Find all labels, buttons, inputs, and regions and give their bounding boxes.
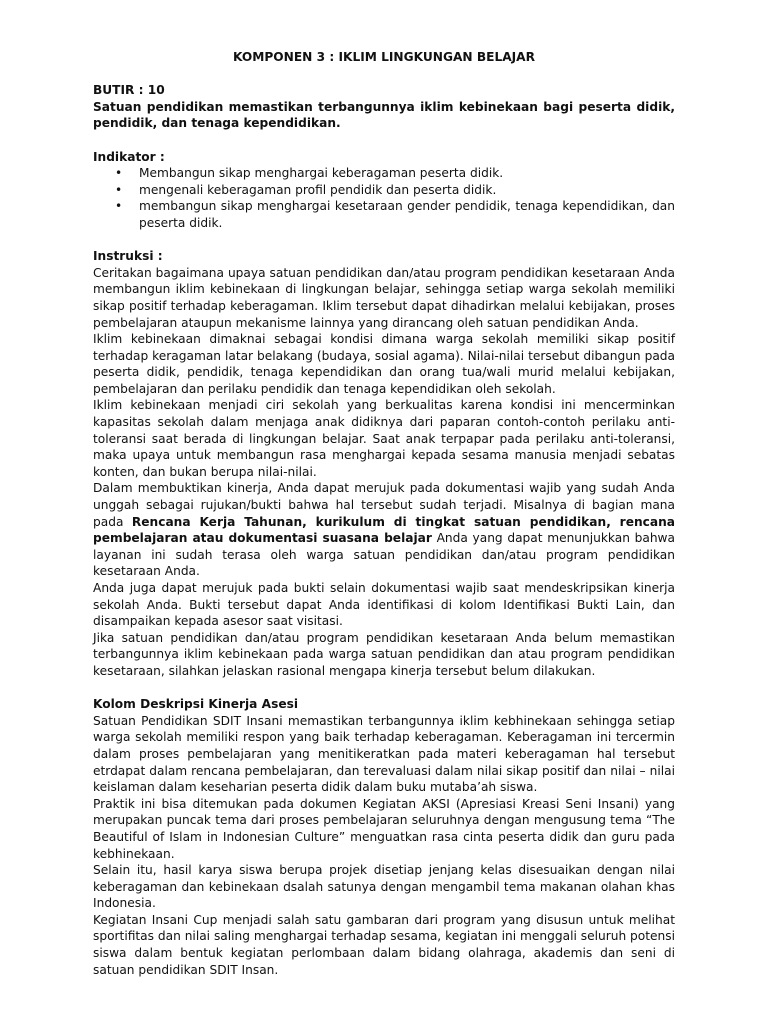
indikator-item: • mengenali keberagaman profil pendidik dan peserta didik. <box>139 182 675 199</box>
evidence-text: Anda yang dapat menunjukkan bahwa layanan ini sudah terasa oleh warga satuan pendidikan dan/atau program pendidikan kesetaraan Anda. <box>93 531 675 579</box>
instruksi-paragraph: Ceritakan bagaimana upaya satuan pendidikan dan/atau program pendidikan kesetaraan Anda membangun iklim kebinekaan di lingkungan belajar, sehingga setiap warga sekolah memiliki sikap positif terhadap keberagaman. Iklim tersebut dapat dihadirkan melalui kebijakan, proses pembelajaran ataupun mekanisme lainnya yang dirancang oleh satuan pendidikan Anda. <box>93 265 675 330</box>
evidence-paragraph <box>93 480 675 580</box>
instruksi-paragraph: Anda juga dapat merujuk pada bukti selain dokumentasi wajib saat mendeskripsikan kinerja sekolah Anda. Bukti tersebut dapat Anda identifikasi di kolom Identifikasi Bukti Lain, dan disampaikan kepada asesor saat visitasi. <box>93 581 675 629</box>
butir-statement: Satuan pendidikan memastikan terbangunnya iklim kebinekaan bagi peserta didik, pendidik, dan tenaga kependidikan. <box>93 99 675 131</box>
butir-label: BUTIR : 10 <box>93 83 165 98</box>
instruksi-label: Instruksi : <box>93 249 163 264</box>
instruksi-paragraph: Iklim kebinekaan menjadi ciri sekolah yang berkualitas karena kondisi ini mencerminkan kapasitas sekolah dalam menjaga anak didiknya dari paparan contoh-contoh perilaku anti-toleransi saat berada di lingkungan belajar. Saat anak terpapar pada perilaku anti-toleransi, maka upaya untuk membangun rasa menghargai kepada sesama manusia menjadi sebatas konten, dan bukan berupa nilai-nilai. <box>93 398 675 479</box>
instruksi-paragraph: Jika satuan pendidikan dan/atau program pendidikan kesetaraan Anda belum memastikan terbangunnya iklim kebinekaan pada warga satuan pendidikan dan atau program pendidikan kesetaraan, silahkan jelaskan rasional mengapa kinerja tersebut belum dilakukan. <box>93 630 675 678</box>
spacer <box>93 232 675 249</box>
kolom-paragraph: Praktik ini bisa ditemukan pada dokumen Kegiatan AKSI (Apresiasi Kreasi Seni Insani) yang merupakan puncak tema dari proses pembelajaran seluruhnya dengan mengusung tema “The Beautiful of Islam in Indonesian Culture” menguatkan rasa cinta peserta didik dan guru pada kebhinekaan. <box>93 796 675 861</box>
kolom-label: Kolom Deskripsi Kinerja Asesi <box>93 697 299 712</box>
kolom-paragraph: Selain itu, hasil karya siswa berupa projek disetiap jenjang kelas disesuaikan dengan nilai keberagaman dan kebinekaan dsalah satunya dengan mengambil tema makanan olahan khas Indonesia. <box>93 863 675 911</box>
instruksi-paragraph: Iklim kebinekaan dimaknai sebagai kondisi dimana warga sekolah memiliki sikap positif terhadap keragaman latar belakang (budaya, sosial agama). Nilai-nilai tersebut dibangun pada peserta didik, pendidik, tenaga kependidikan dan orang tua/wali murid melalui kebijakan, pembelajaran dan perilaku pendidik dan tenaga kependidikan oleh sekolah. <box>93 332 675 396</box>
evidence-documents: Rencana Kerja Tahunan, kurikulum di tingkat satuan pendidikan, rencana pembelajaran atau dokumentasi suasana belajar <box>93 514 675 546</box>
spacer <box>93 680 675 697</box>
indikator-item: • membangun sikap menghargai kesetaraan gender pendidik, tenaga kependidikan, dan peserta didik. <box>139 198 675 231</box>
indikator-label: Indikator : <box>93 149 165 164</box>
evidence-text: Dalam membuktikan kinerja, Anda dapat merujuk pada dokumentasi wajib yang sudah Anda unggah sebagai rujukan/bukti bahwa hal tersebut sudah terjadi. Misalnya di bagian mana pada <box>93 481 675 529</box>
spacer <box>93 132 675 149</box>
kolom-paragraph: Satuan Pendidikan SDIT Insani memastikan terbangunnya iklim kebhinekaan sehingga setiap warga sekolah memiliki respon yang baik terhadap keberagaman. Keberagaman ini tercermin dalam proses pembelajaran yang menitikeratkan pada materi keberagaman hal tersebut etrdapat dalam rencana pembelajaran, dan terevaluasi dalam nilai sikap positif dan nilai – nilai keislaman dalam keseharian peserta didik dalam buku mutaba’ah siswa. <box>93 713 675 795</box>
indikator-list <box>93 165 675 231</box>
indikator-item: • Membangun sikap menghargai keberagaman peserta didik. <box>139 165 675 182</box>
document-title: KOMPONEN 3 : IKLIM LINGKUNGAN BELAJAR <box>232 50 535 64</box>
kolom-paragraph: Kegiatan Insani Cup menjadi salah satu gambaran dari program yang disusun untuk melihat sportifitas dan nilai saling menghargai terhadap sesama, kegiatan ini menggali seluruh potensi siswa dalam bentuk kegiatan perlombaan dalam bidang olahraga, akademis dan seni di satuan pendidikan SDIT Insan. <box>93 912 675 977</box>
